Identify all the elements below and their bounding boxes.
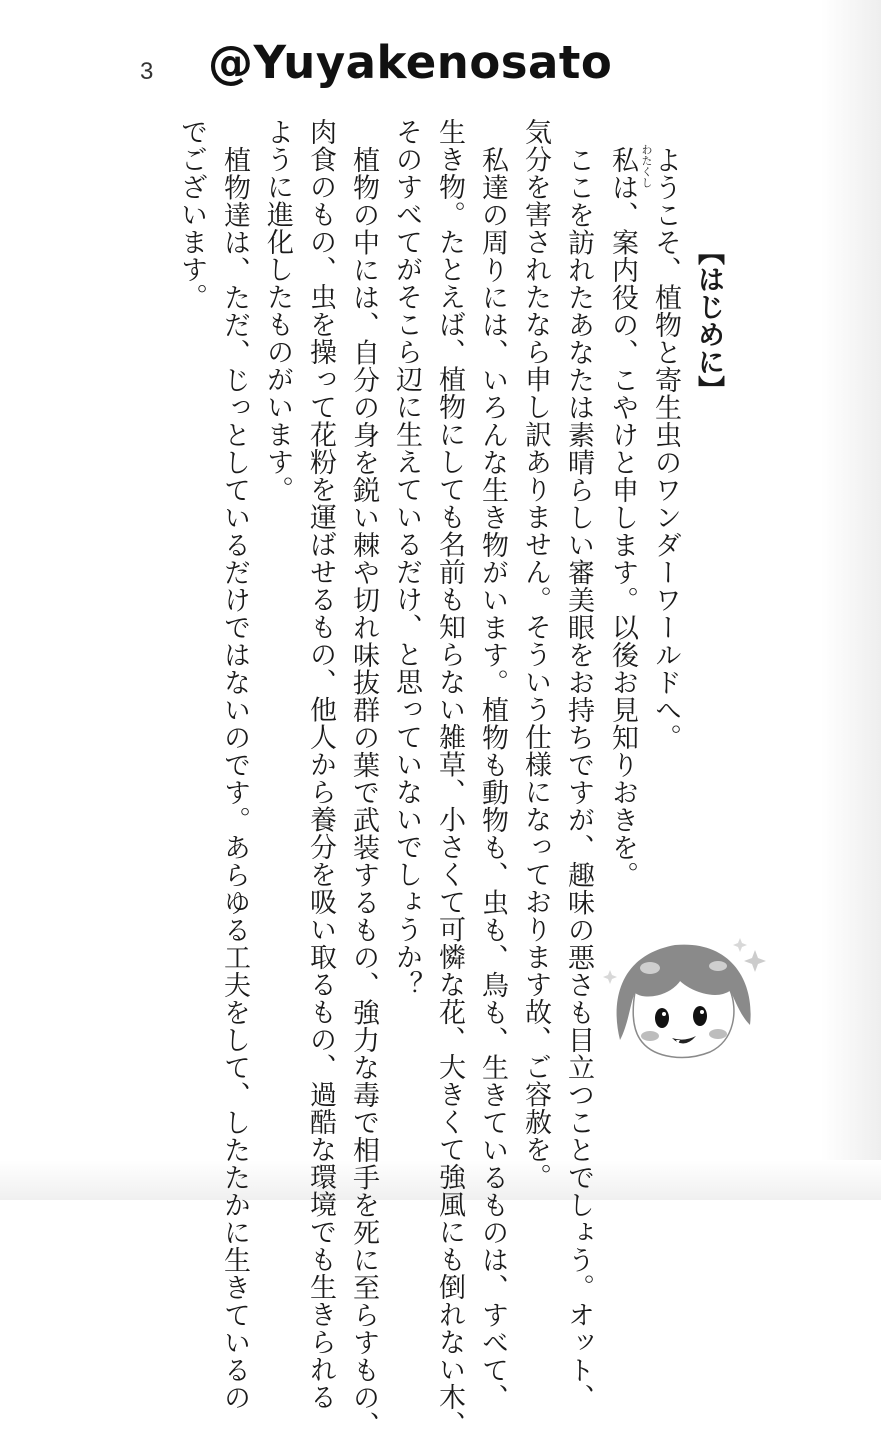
- watermark-handle: @Yuyakenosato: [208, 36, 613, 89]
- text-column-10: ように進化したものがいます。: [262, 118, 293, 503]
- section-heading: 【はじめに】: [693, 238, 724, 403]
- text-column-6: 生き物。たとえば、植物にしても名前も知らない雑草、小さくて可憐な花、大きくて強風にも倒れない木、: [434, 118, 465, 1438]
- text-column-3: ここを訪れたあなたは素晴らしい審美眼をお持ちですが、趣味の悪さも目立つことでしょう。オット、: [563, 146, 594, 1411]
- text-column-2: [607, 144, 653, 889]
- ruby-base-watakushi: 私 わたくし: [607, 144, 653, 188]
- text-column-8: 植物の中には、自分の身を鋭い棘や切れ味抜群の葉で武装するもの、強力な毒で相手を死に至らすもの、: [348, 146, 379, 1439]
- text-column-7: そのすべてがそこら辺に生えているだけ、と思っていないでしょうか？: [391, 118, 422, 998]
- page-number: 3: [140, 58, 154, 85]
- text-column-2-rest: は、案内役の、こやけと申します。以後お見知りおきを。: [607, 173, 638, 889]
- text-column-5: 私達の周りには、いろんな生き物がいます。植物も動物も、虫も、鳥も、生きているものは、すべて、: [477, 146, 508, 1411]
- page-edge-shade: [821, 0, 881, 1200]
- mascot-character-icon: [590, 930, 770, 1060]
- text-column-1: ようこそ、植物と寄生虫のワンダーワールドへ。: [650, 146, 681, 751]
- text-column-4: 気分を害されたなら申し訳ありません。そういう仕様になっております故、ご容赦を。: [520, 118, 551, 1191]
- ruby-text-watakushi: わたくし: [640, 144, 653, 188]
- text-column-9: 肉食のもの、虫を操って花粉を運ばせるもの、他人から養分を吸い取るもの、過酷な環境でも生きられる: [305, 118, 336, 1411]
- text-column-11: 植物達は、ただ、じっとしているだけではないのです。あらゆる工夫をして、したたかに生きているの: [219, 146, 250, 1411]
- text-column-12: でございます。: [176, 118, 207, 311]
